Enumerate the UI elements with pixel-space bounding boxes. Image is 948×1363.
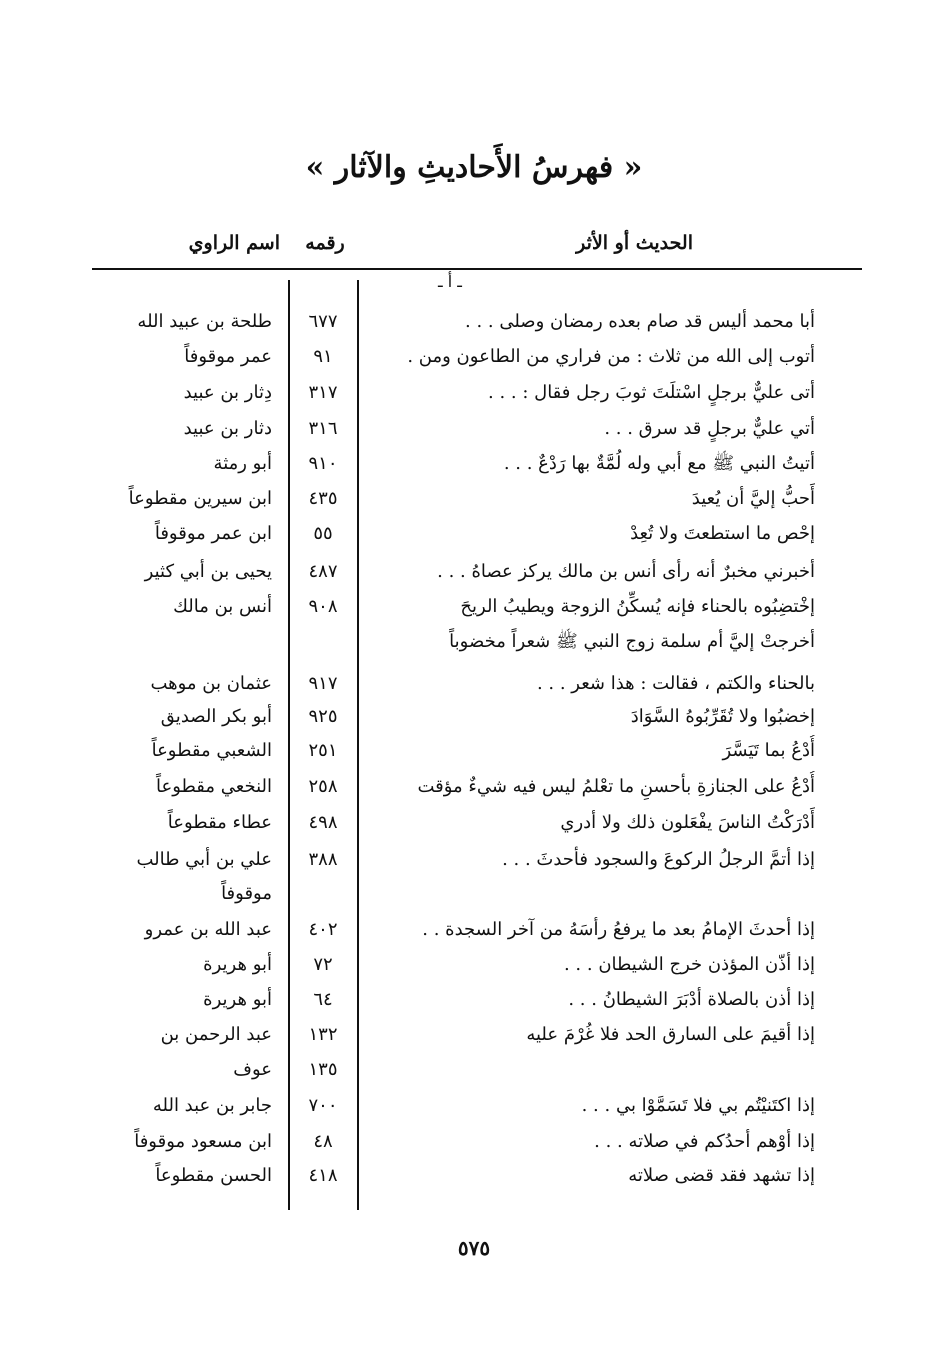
table-row bbox=[0, 306, 948, 342]
narrator-name: ابن سيرين مقطوعاً bbox=[128, 488, 272, 509]
hadith-number: ٣١٧ bbox=[308, 382, 338, 403]
hadith-number: ٤٨ bbox=[313, 1131, 333, 1152]
section-letter: ـ أ ـ bbox=[438, 272, 462, 291]
narrator-name: أبو بكر الصديق bbox=[160, 706, 272, 727]
hadith-text: أتيتُ النبي ﷺ مع أبي وله لُمَّةٌ بها رَدْعٌ . . . bbox=[503, 453, 815, 474]
hadith-text: إخْتضِبُوه بالحناء فإنه يُسكِّنُ الزوجة ويطيبُ الريحَ bbox=[460, 596, 815, 617]
table-row bbox=[0, 878, 948, 914]
hadith-text: أَحبُّ إليَّ أن يُعيدَ bbox=[691, 488, 815, 509]
hadith-number: ٢٥٨ bbox=[308, 776, 338, 797]
hadith-number: ٢٥١ bbox=[308, 740, 338, 761]
narrator-name: علي بن أبي طالب bbox=[136, 849, 272, 870]
narrator-name: ابن مسعود موقوفاً bbox=[134, 1131, 272, 1152]
table-row bbox=[0, 1090, 948, 1126]
hadith-text: أتوب إلى الله من ثلاث : من فراري من الطاعون ومن . bbox=[407, 346, 815, 367]
hadith-text: إذا أقيمَ على السارق الحد فلا غُرْمَ عليه bbox=[526, 1024, 815, 1045]
table-row bbox=[0, 413, 948, 449]
narrator-name: جابر بن عبد الله bbox=[152, 1095, 272, 1116]
hadith-text: إحْص ما استطعتَ ولا تُعِدْ bbox=[630, 523, 815, 544]
narrator-name: دِثار بن عبيد bbox=[183, 382, 272, 403]
narrator-name: عوف bbox=[233, 1059, 272, 1080]
table-row bbox=[0, 949, 948, 985]
hadith-number: ٣١٦ bbox=[308, 418, 338, 439]
table-row bbox=[0, 701, 948, 737]
hadith-number: ٩١٠ bbox=[308, 453, 338, 474]
table-row bbox=[0, 984, 948, 1020]
table-row bbox=[0, 807, 948, 843]
hadith-text: إذا تشهد فقد قضى صلاته bbox=[628, 1165, 815, 1186]
table-row bbox=[0, 668, 948, 704]
header-rule bbox=[92, 268, 862, 270]
table-row bbox=[0, 735, 948, 771]
narrator-name: الشعبي مقطوعاً bbox=[151, 740, 272, 761]
narrator-name: عبد الرحمن بن bbox=[160, 1024, 272, 1045]
narrator-name: الحسن مقطوعاً bbox=[155, 1165, 272, 1186]
hadith-number: ٧٢ bbox=[313, 954, 333, 975]
hadith-number: ٤٩٨ bbox=[308, 812, 338, 833]
table-row bbox=[0, 448, 948, 484]
narrator-name: عمر موقوفاً bbox=[184, 346, 272, 367]
page-title: « فهرسُ الأَحاديثِ والآثار » bbox=[305, 150, 643, 185]
table-row bbox=[0, 626, 948, 662]
hadith-number: ٣٨٨ bbox=[308, 849, 338, 870]
hadith-text: إذا أذّن المؤذن خرج الشيطان . . . bbox=[563, 954, 815, 975]
table-row bbox=[0, 1054, 948, 1090]
narrator-name: النخعي مقطوعاً bbox=[156, 776, 272, 797]
hadith-text: إذا أوْهم أحدُكم في صلاته . . . bbox=[594, 1131, 815, 1152]
hadith-number: ١٣٢ bbox=[308, 1024, 338, 1045]
hadith-text: إذا أذن بالصلاة أدْبَرَ الشيطانُ . . . bbox=[568, 989, 815, 1010]
table-row bbox=[0, 377, 948, 413]
hadith-text: إذا أحدثَ الإمامُ بعد ما يرفعُ رأسَهُ من آخر السجدة . . bbox=[422, 919, 815, 940]
narrator-name: عبد الله بن عمرو bbox=[144, 919, 272, 940]
narrator-name: أنس بن مالك bbox=[173, 596, 272, 617]
hadith-text: إذا اكتَنيْتُم بي فلا تَسَمَّوْا بي . . . bbox=[581, 1095, 815, 1116]
hadith-number: ٤٨٧ bbox=[308, 561, 338, 582]
hadith-number: ٤١٨ bbox=[308, 1165, 338, 1186]
table-row bbox=[0, 914, 948, 950]
narrator-name: يحيى بن أبي كثير bbox=[144, 561, 272, 582]
hadith-number: ٩١٧ bbox=[308, 673, 338, 694]
table-row bbox=[0, 518, 948, 554]
narrator-name: أبو هريرة bbox=[203, 989, 272, 1010]
hadith-text: إذا أتمَّ الرجلُ الركوعَ والسجود فأحدثَ . . . bbox=[502, 849, 815, 870]
hadith-number: ٤٠٢ bbox=[308, 919, 338, 940]
table-row bbox=[0, 591, 948, 627]
header-number: رقمه bbox=[305, 232, 345, 254]
hadith-number: ٩١ bbox=[313, 346, 333, 367]
table-row bbox=[0, 341, 948, 377]
hadith-number: ١٣٥ bbox=[308, 1059, 338, 1080]
hadith-text: بالحناء والكتم ، فقالت : هذا شعر . . . bbox=[536, 673, 815, 694]
narrator-name: عطاء مقطوعاً bbox=[167, 812, 272, 833]
hadith-number: ٤٣٥ bbox=[308, 488, 338, 509]
page-number: ٥٧٥ bbox=[457, 1236, 491, 1260]
table-row bbox=[0, 1160, 948, 1196]
header-narrator: اسم الراوي bbox=[188, 232, 280, 254]
table-row bbox=[0, 556, 948, 592]
narrator-name: أبو رمثة bbox=[213, 453, 272, 474]
narrator-name: أبو هريرة bbox=[203, 954, 272, 975]
table-row bbox=[0, 844, 948, 880]
table-row bbox=[0, 771, 948, 807]
hadith-text: أتى عليٌّ برجلٍ اسْتلَتَ ثوبَ رجل فقال : . . . bbox=[488, 382, 815, 403]
hadith-text: أخرجتْ إليَّ أم سلمة زوج النبي ﷺ شعراً مخضوباً bbox=[449, 631, 815, 652]
narrator-name: ابن عمر موقوفاً bbox=[154, 523, 272, 544]
hadith-text: أَدْرَكْتُ الناسَ يفْعَلون ذلك ولا أدري bbox=[560, 812, 815, 833]
hadith-number: ٦٤ bbox=[313, 989, 333, 1010]
narrator-name: دثار بن عبيد bbox=[183, 418, 272, 439]
hadith-text: إخضبُوا ولا تُقَرِّبُوهُ السَّوَادَ bbox=[630, 706, 815, 727]
header-hadith: الحديث أو الأثر bbox=[576, 232, 693, 254]
hadith-number: ٧٠٠ bbox=[308, 1095, 338, 1116]
hadith-number: ٥٥ bbox=[313, 523, 333, 544]
hadith-number: ٩٢٥ bbox=[308, 706, 338, 727]
narrator-name: عثمان بن موهب bbox=[150, 673, 272, 694]
narrator-name: طلحة بن عبيد الله bbox=[137, 311, 272, 332]
table-row bbox=[0, 1126, 948, 1162]
hadith-text: أتي عليٌّ برجلٍ قد سرق . . . bbox=[604, 418, 815, 439]
hadith-text: أُدْعُ على الجنازةِ بأحسنِ ما تعْلمُ ليس فيه شيءٌ مؤقت bbox=[417, 776, 815, 797]
table-row bbox=[0, 483, 948, 519]
hadith-text: أبا محمد أليس قد صام بعده رمضان وصلى . . . bbox=[465, 311, 815, 332]
hadith-text: أُدْعُ بما تَيَسَّرَ bbox=[722, 740, 815, 761]
table-row bbox=[0, 1019, 948, 1055]
hadith-text: أخبرني مخبرٌ أنه رأى أنس بن مالك يركز عصاهُ . . . bbox=[437, 561, 815, 582]
hadith-number: ٩٠٨ bbox=[308, 596, 338, 617]
narrator-name: موقوفاً bbox=[221, 883, 272, 904]
hadith-number: ٦٧٧ bbox=[308, 311, 338, 332]
